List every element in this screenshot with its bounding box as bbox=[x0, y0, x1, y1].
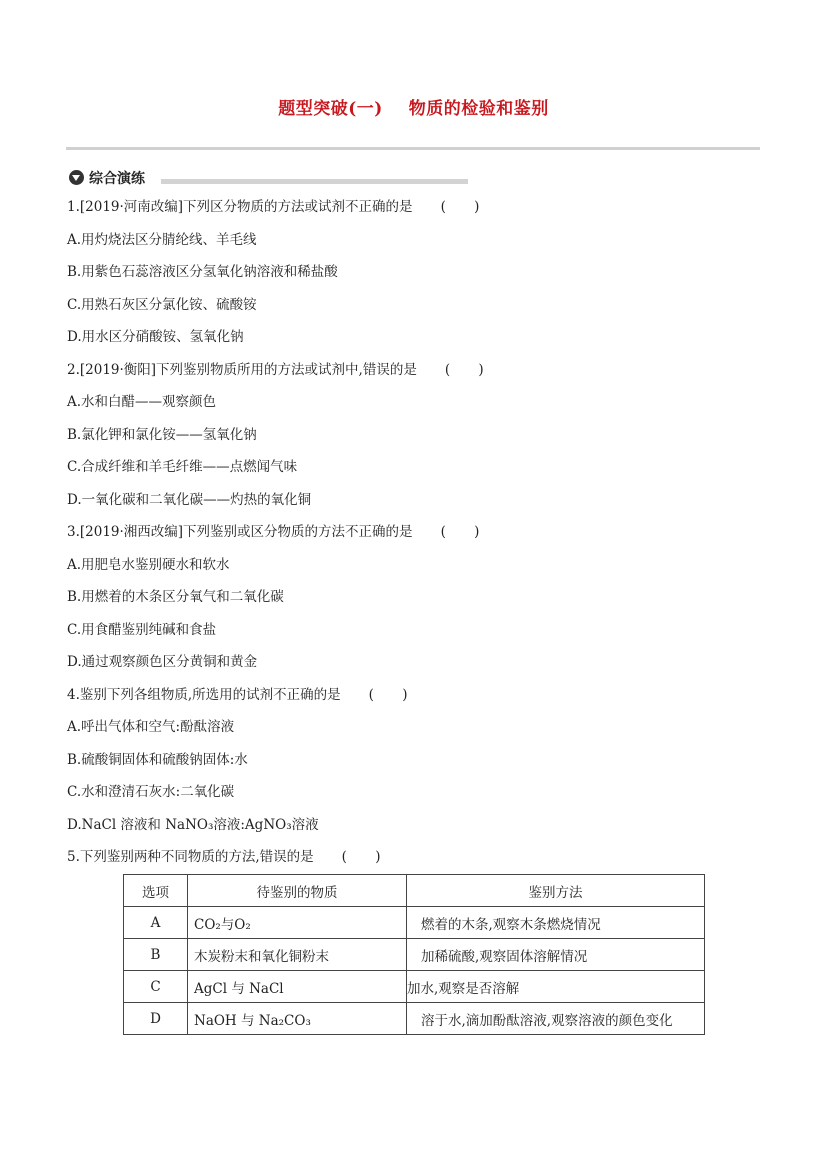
table-row bbox=[124, 939, 705, 971]
page-title bbox=[0, 94, 827, 119]
column-header: 鉴别方法 bbox=[407, 875, 705, 907]
option: C.水和澄清石灰水:二氧化碳 bbox=[67, 784, 235, 800]
substances-cell: 木炭粉末和氧化铜粉末 bbox=[188, 939, 407, 971]
column-header: 待鉴别的物质 bbox=[188, 875, 407, 907]
option: D.一氧化碳和二氧化碳——灼热的氧化铜 bbox=[67, 492, 312, 508]
triangle-down-icon bbox=[69, 170, 84, 185]
option: B.用燃着的木条区分氧气和二氧化碳 bbox=[67, 589, 284, 605]
method-cell: 燃着的木条,观察木条燃烧情况 bbox=[407, 907, 705, 939]
section-bar bbox=[161, 179, 468, 184]
option: A.呼出气体和空气:酚酞溶液 bbox=[67, 719, 235, 735]
title-left: 题型突破(一) bbox=[278, 99, 383, 119]
question-stem: 4.鉴别下列各组物质,所选用的试剂不正确的是 ( ) bbox=[67, 687, 420, 703]
table-row bbox=[124, 1003, 705, 1035]
substances-cell: AgCl 与 NaCl bbox=[188, 971, 407, 1003]
answer-blank: ( ) bbox=[341, 849, 393, 865]
option: A.用肥皂水鉴别硬水和软水 bbox=[67, 557, 230, 573]
answer-blank: ( ) bbox=[368, 687, 420, 703]
option: D.通过观察颜色区分黄铜和黄金 bbox=[67, 654, 258, 670]
title-right: 物质的检验和鉴别 bbox=[408, 99, 549, 119]
substances-cell: CO₂与O₂ bbox=[188, 907, 407, 939]
table-row bbox=[124, 907, 705, 939]
option-cell: B bbox=[124, 939, 188, 971]
option: A.用灼烧法区分腈纶线、羊毛线 bbox=[67, 232, 257, 248]
answer-blank: ( ) bbox=[440, 199, 492, 215]
option: A.水和白醋——观察颜色 bbox=[67, 394, 217, 410]
method-cell: 加稀硫酸,观察固体溶解情况 bbox=[407, 939, 705, 971]
question-stem: 1.[2019·河南改编]下列区分物质的方法或试剂不正确的是 ( ) bbox=[67, 199, 492, 215]
option-cell: C bbox=[124, 971, 188, 1003]
option: B.氯化钾和氯化铵——氢氧化钠 bbox=[67, 427, 257, 443]
column-header: 选项 bbox=[124, 875, 188, 907]
option-cell: A bbox=[124, 907, 188, 939]
option: B.硫酸铜固体和硫酸钠固体:水 bbox=[67, 752, 248, 768]
option: D.NaCl 溶液和 NaNO₃溶液:AgNO₃溶液 bbox=[67, 817, 319, 833]
title-divider bbox=[66, 147, 760, 150]
option-cell: D bbox=[124, 1003, 188, 1035]
answer-blank: ( ) bbox=[444, 362, 496, 378]
option: C.用食醋鉴别纯碱和食盐 bbox=[67, 622, 217, 638]
option: C.用熟石灰区分氯化铵、硫酸铵 bbox=[67, 297, 257, 313]
method-cell: 溶于水,滴加酚酞溶液,观察溶液的颜色变化 bbox=[407, 1003, 705, 1035]
table-row bbox=[124, 971, 705, 1003]
substances-cell: NaOH 与 Na₂CO₃ bbox=[188, 1003, 407, 1035]
table-header-row bbox=[124, 875, 705, 907]
comparison-table bbox=[123, 874, 705, 1035]
method-cell: 加水,观察是否溶解 bbox=[407, 971, 705, 1003]
question-stem: 5.下列鉴别两种不同物质的方法,错误的是 ( ) bbox=[67, 849, 393, 865]
question-stem: 3.[2019·湘西改编]下列鉴别或区分物质的方法不正确的是 ( ) bbox=[67, 524, 492, 540]
option: C.合成纤维和羊毛纤维——点燃闻气味 bbox=[67, 459, 298, 475]
answer-blank: ( ) bbox=[440, 524, 492, 540]
question-stem: 2.[2019·衡阳]下列鉴别物质所用的方法或试剂中,错误的是 ( ) bbox=[67, 362, 496, 378]
section-label: 综合演练 bbox=[89, 171, 145, 187]
option: D.用水区分硝酸铵、氢氧化钠 bbox=[67, 329, 244, 345]
option: B.用紫色石蕊溶液区分氢氧化钠溶液和稀盐酸 bbox=[67, 264, 338, 280]
